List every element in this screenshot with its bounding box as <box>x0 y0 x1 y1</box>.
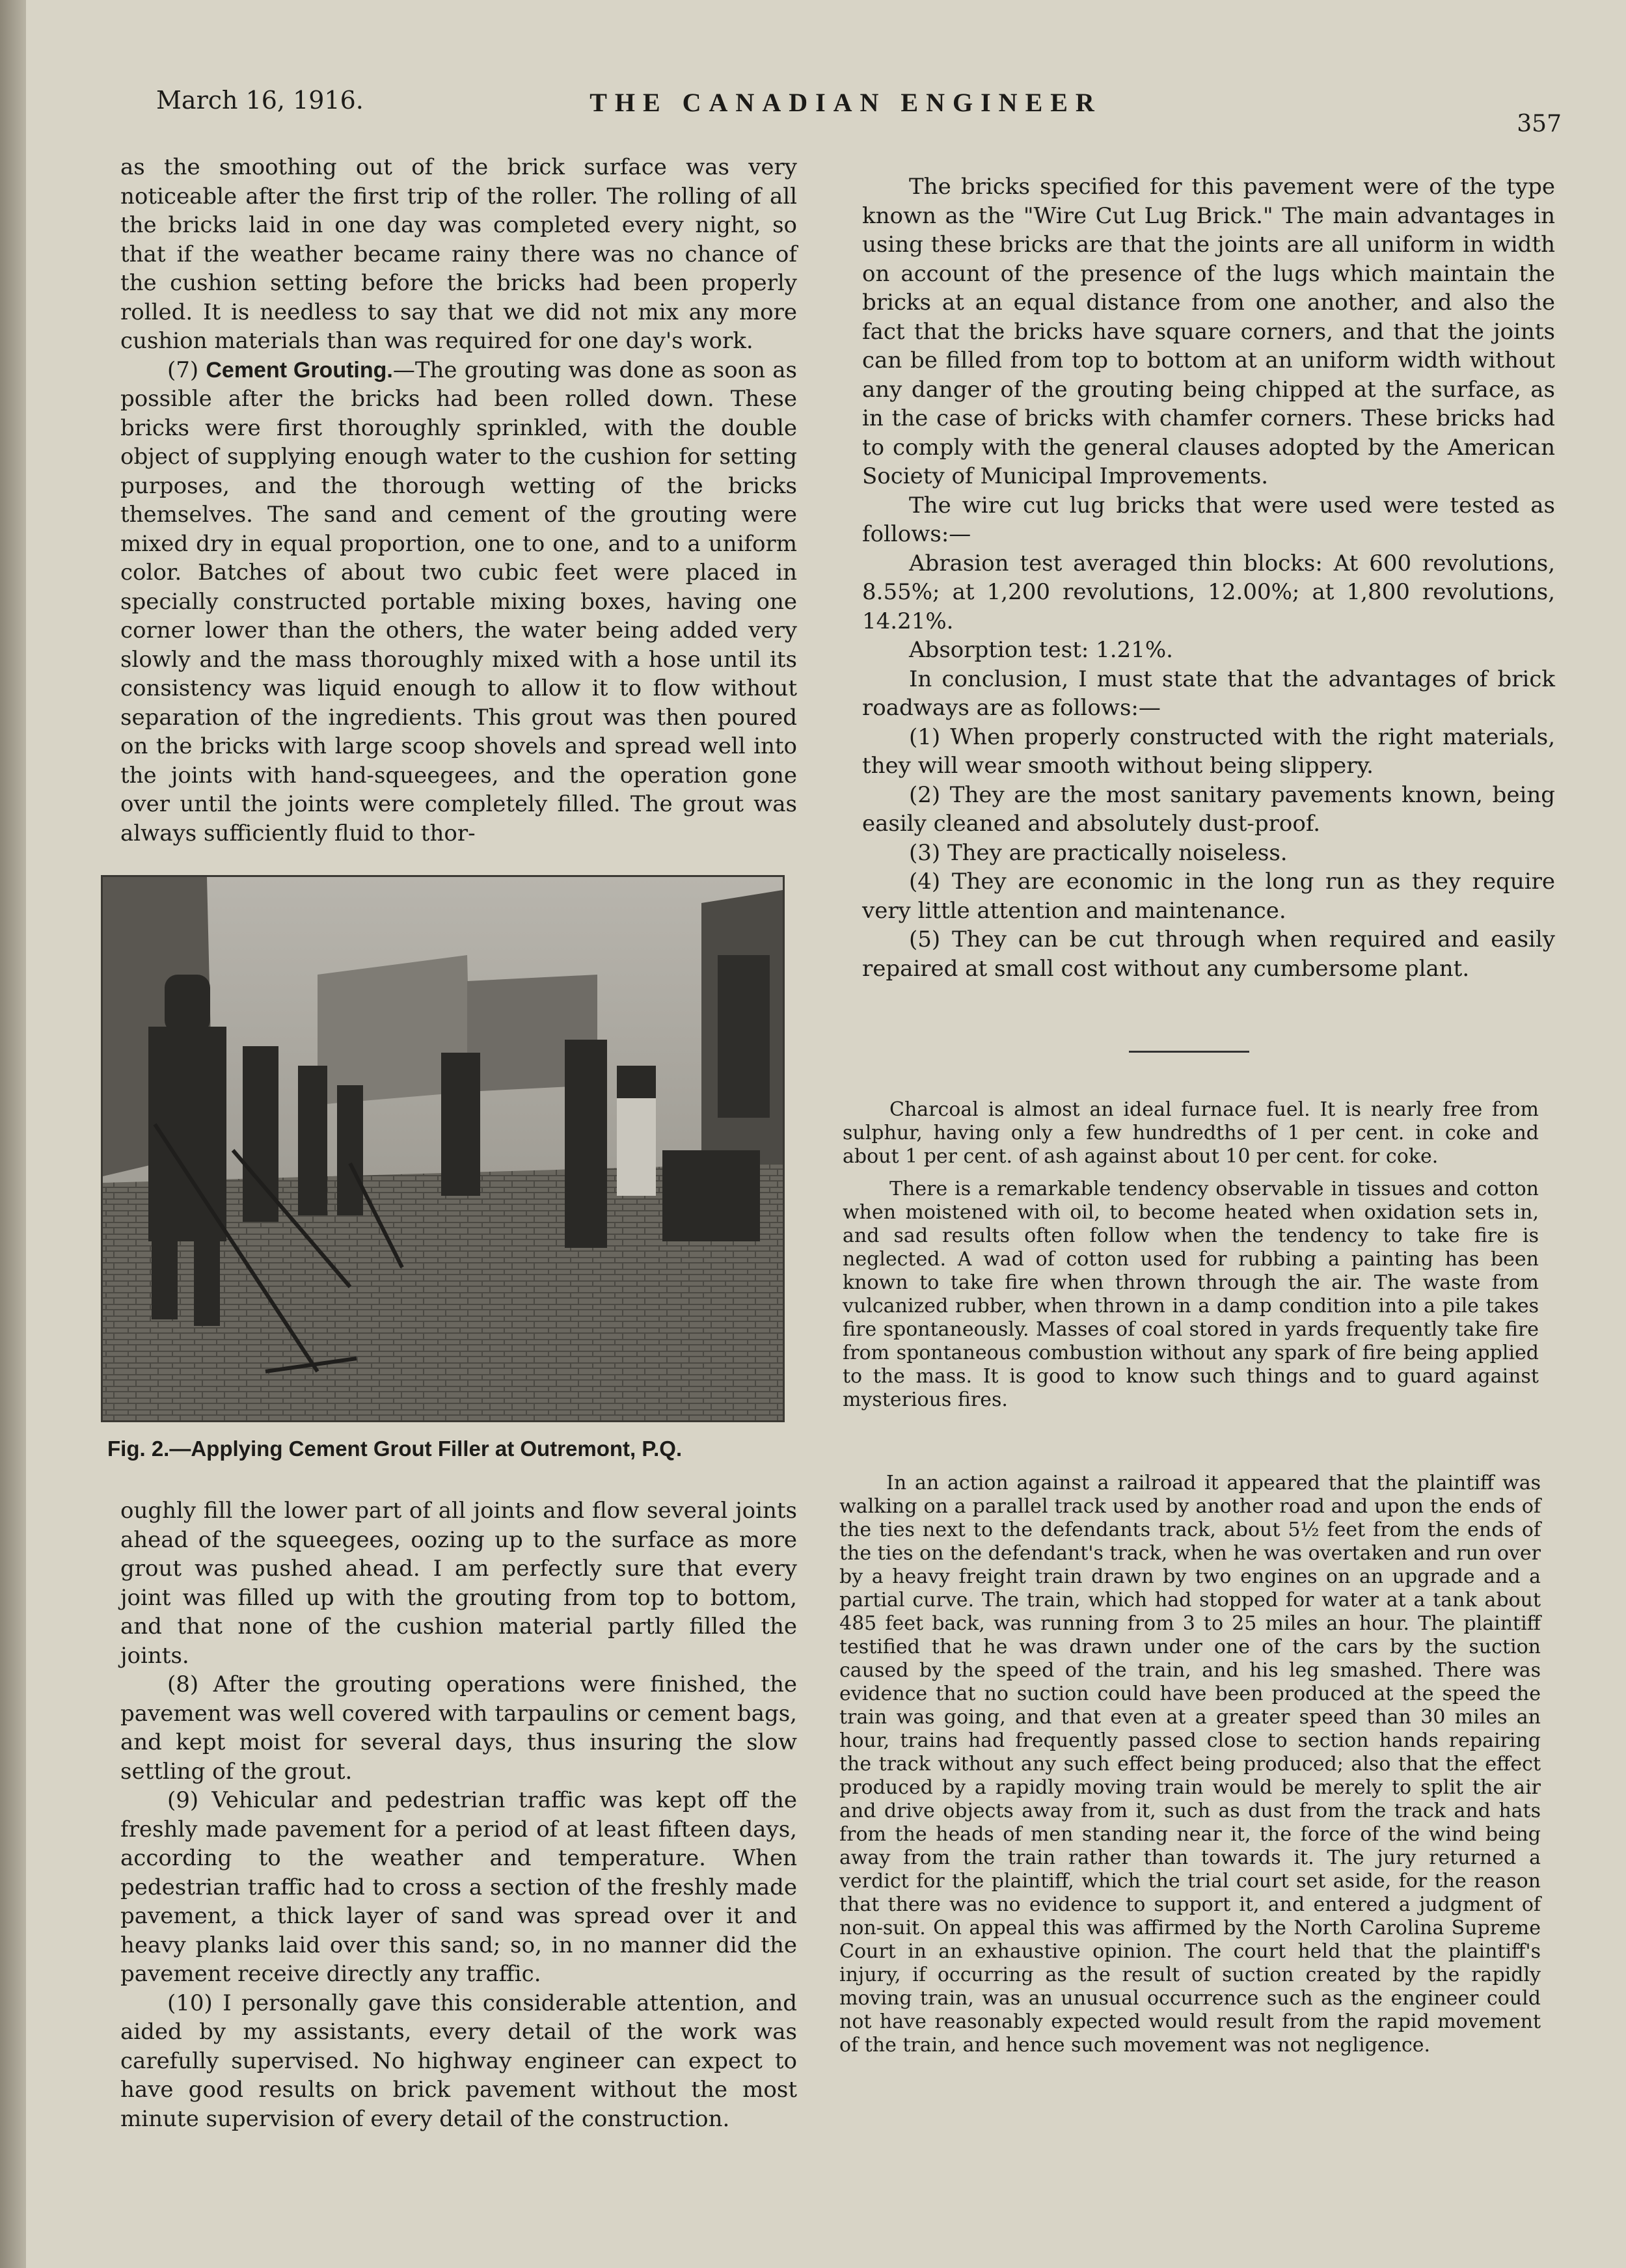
page-number: 357 <box>1517 111 1562 137</box>
right-column-legal-note <box>839 1472 1541 2057</box>
paragraph: The bricks specified for this pavement were of the type known as the "Wire Cut Lug Brick." The main advantages in using these bricks are that the joints are all uniform in width on account of the presence of the lugs which maintain the bricks at an equal distance from one another, and also the fact that the bricks have square corners, and that the joints can be filled from top to bottom at an uniform width without any danger of the grouting being chipped at the surface, as in the case of bricks with chamfer corners. These bricks had to comply with the general clauses adopted by the American Society of Municipal Improvements. <box>862 174 1555 489</box>
grouting-text: —The grouting was done as soon as possible after the bricks had been rolled down. These bricks were first thoroughly sprinkled, with the double object of supplying enough water to the cushion for setting purposes, and the thorough wetting of the bricks themselves. The sand and cement of the grouting were mixed dry in equal proportion, one to one, and to a uniform color. Batches of about two cubic feet were placed in specially constructed portable mixing boxes, having one corner lower than the others, the water being added very slowly and the mass thoroughly mixed with a hose until its consistency was liquid enough to allow it to flow without separation of the ingredients. This grout was then poured on the bricks with large scoop shovels and spread well into the joints with hand-squeegees, and the operation gone over until the joints were completely filled. The grout was always sufficiently fluid to thor- <box>120 357 797 846</box>
grouting-paragraph <box>120 356 797 848</box>
left-column-top <box>120 153 797 848</box>
workers-photo-image <box>103 877 783 1420</box>
figure-caption: Fig. 2.—Applying Cement Grout Filler at Outremont, P.Q. <box>107 1437 683 1461</box>
paragraph: as the smoothing out of the brick surface was very noticeable after the first trip of the roller. The rolling of all the bricks laid in one day was completed every night, so that if the weather became rainy there was no chance of the cushion setting before the bricks had been properly rolled. It is needless to say that we did not mix any more cushion materials than was required for one day's work. <box>120 154 797 354</box>
section-divider <box>1129 1051 1249 1053</box>
paragraph: The wire cut lug bricks that were used were tested as follows:— <box>862 492 1555 547</box>
figure-photo <box>101 875 785 1422</box>
list-item: (5) They can be cut through when required and easily repaired at small cost without any cumbersome plant. <box>862 926 1555 982</box>
paragraph: Abrasion test averaged thin blocks: At 600 revolutions, 8.55%; at 1,200 revolutions, 12.00%; at 1,800 revolutions, 14.21%. <box>862 550 1555 634</box>
left-column-bottom <box>120 1496 797 2133</box>
paragraph: In conclusion, I must state that the advantages of brick roadways are as follows:— <box>862 666 1555 721</box>
paragraph: Absorption test: 1.21%. <box>909 637 1173 663</box>
paragraph: (8) After the grouting operations were finished, the pavement was well covered with tarpaulins or cement bags, and kept moist for several days, thus insuring the slow settling of the grout. <box>120 1671 797 1785</box>
paragraph: oughly fill the lower part of all joints and flow several joints ahead of the squeegees, oozing up to the surface as more grout was pushed ahead. I am perfectly sure that every joint was filled up with the grouting from top to bottom, and that none of the cushion material partly filled the joints. <box>120 1498 797 1669</box>
running-header <box>130 78 1562 137</box>
list-item: (1) When properly constructed with the right materials, they will wear smooth without being slippery. <box>862 723 1555 779</box>
grouting-heading: Cement Grouting. <box>206 357 393 383</box>
grouting-number: (7) <box>167 357 199 383</box>
issue-date: March 16, 1916. <box>156 86 364 115</box>
list-item: (4) They are economic in the long run as they require very little attention and maintenance. <box>862 869 1555 924</box>
paragraph: Charcoal is almost an ideal furnace fuel. It is nearly free from sulphur, having only a few hundredths of 1 per cent. in coke and about 1 per cent. of ash against about 10 per cent. for coke. <box>843 1098 1539 1168</box>
list-item: (3) They are practically noiseless. <box>909 839 1288 866</box>
paragraph: (9) Vehicular and pedestrian traffic was kept off the freshly made pavement for a period of at least fifteen days, according to the weather and temperature. When pedestrian traffic had to cross a section of the freshly made pavement, a thick layer of sand was spread over it and heavy planks laid over this sand; so, in no manner did the pavement receive directly any traffic. <box>120 1787 797 1987</box>
right-column-top <box>862 172 1555 983</box>
paragraph: There is a remarkable tendency observable in tissues and cotton when moistened with oil, to become heated when oxidation sets in, and sad results often follow when the tendency to take fire is neglected. A wad of cotton used for rubbing a painting has been known to take fire when thrown through the air. The waste from vulcanized rubber, when thrown in a damp condition into a pile takes fire spontaneously. Masses of coal stored in yards frequently take fire from spontaneous combustion without any spark of fire being applied to the mass. It is good to know such things and to guard against mysterious fires. <box>843 1178 1539 1411</box>
journal-title: THE CANADIAN ENGINEER <box>589 88 1102 117</box>
list-item: (2) They are the most sanitary pavements known, being easily cleaned and absolutely dust-proof. <box>862 781 1555 837</box>
paragraph: In an action against a railroad it appeared that the plaintiff was walking on a parallel track used by another road and upon the ends of the ties next to the defendants track, about 5½ feet from the ends of the ties on the defendant's track, when he was overtaken and run over by a heavy freight train drawn by two engines on an upgrade and a partial curve. The train, which had stopped for water at a tank about 485 feet back, was running from 3 to 25 miles an hour. The plaintiff testified that he was drawn under one of the cars by the suction caused by the speed of the train, and his leg smashed. There was evidence that no suction could have been produced at the speed the train was going, and that even at a greater speed than 30 miles an hour, trains had frequently passed close to section hands repairing the track without any such effect being produced; also that the effect produced by a rapidly moving train would be merely to split the air and drive objects away from it, such as dust from the track and hats from the heads of men standing near it, the force of the wind being away from the train rather than towards it. The jury returned a verdict for the plaintiff, which the trial court set aside, for the reason that there was no evidence to support it, and entered a judgment of non-suit. On appeal this was affirmed by the North Carolina Supreme Court in an exhaustive opinion. The court held that the plaintiff's injury, if occurring as the result of suction created by the rapidly moving train, was an unusual occurrence such as the engineer could not have reasonably expected would result from the rapid movement of the train, and hence such movement was not negligence. <box>839 1472 1541 2057</box>
paragraph: (10) I personally gave this considerable attention, and aided by my assistants, every detail of the work was carefully supervised. No highway engineer can expect to have good results on brick pavement without the most minute supervision of every detail of the construction. <box>120 1990 797 2132</box>
page-binding <box>0 0 26 2268</box>
right-column-notes <box>843 1098 1539 1412</box>
